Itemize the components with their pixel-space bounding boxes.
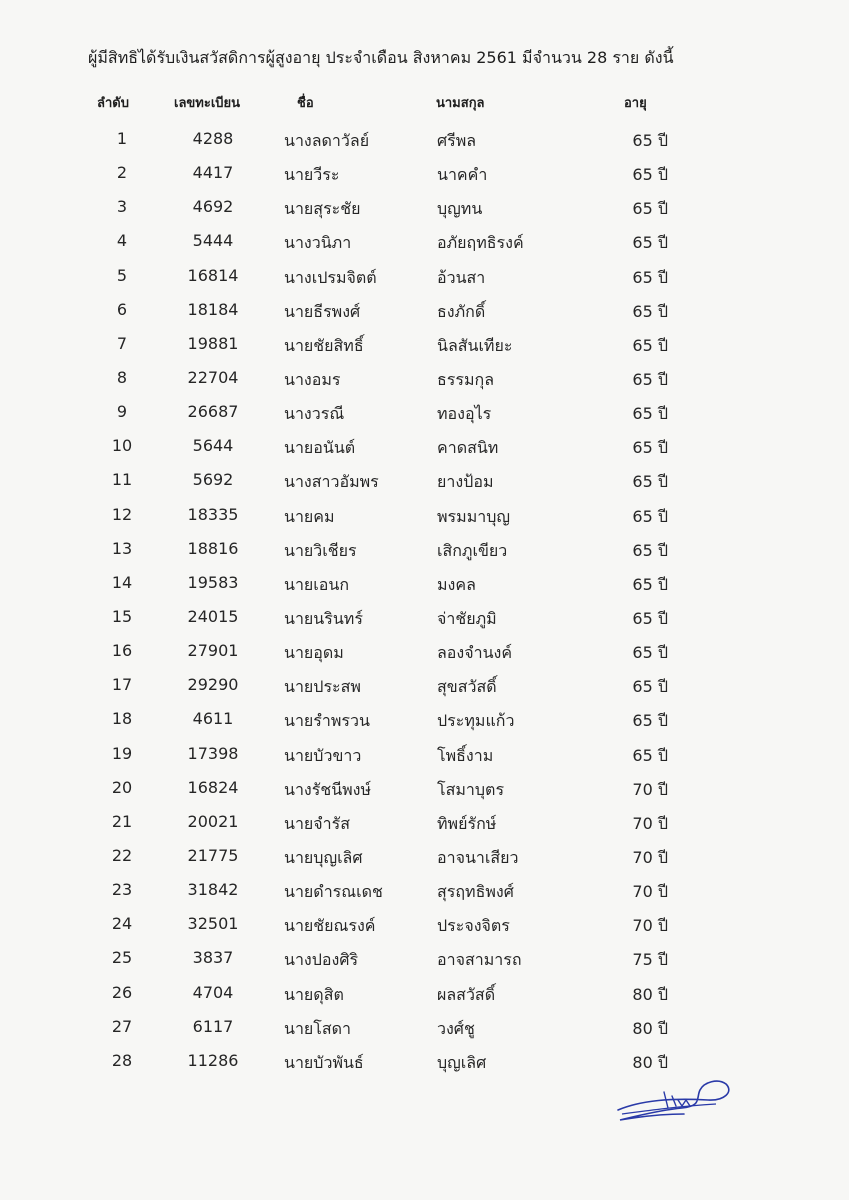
row-registration: 4704 bbox=[192, 982, 234, 1002]
row-last-name: บุญทน bbox=[437, 199, 483, 219]
row-last-name: ยางป้อม bbox=[437, 472, 494, 492]
row-age: 65 ปี bbox=[632, 335, 668, 355]
table-row bbox=[0, 535, 849, 569]
table-row bbox=[0, 364, 849, 398]
row-registration: 16824 bbox=[187, 777, 239, 797]
row-last-name: นิลสันเทียะ bbox=[437, 335, 513, 355]
row-age: 65 ปี bbox=[632, 301, 668, 321]
row-last-name: โสมาบุตร bbox=[437, 779, 505, 799]
row-age: 65 ปี bbox=[632, 438, 668, 458]
row-age: 65 ปี bbox=[632, 711, 668, 731]
table-row bbox=[0, 262, 849, 296]
row-no: 21 bbox=[111, 811, 133, 831]
row-first-name: นางอมร bbox=[284, 369, 341, 389]
row-first-name: นายรำพรวน bbox=[284, 711, 370, 731]
row-first-name: นายวีระ bbox=[284, 165, 340, 185]
row-no: 6 bbox=[116, 299, 128, 319]
row-first-name: นายดุสิต bbox=[284, 984, 344, 1004]
row-registration: 16814 bbox=[187, 265, 239, 285]
row-last-name: เสิกภูเขียว bbox=[437, 540, 508, 560]
row-registration: 4288 bbox=[192, 129, 234, 148]
table-row bbox=[0, 193, 849, 227]
table-row bbox=[0, 569, 849, 603]
table-row bbox=[0, 398, 849, 432]
row-age: 75 ปี bbox=[632, 950, 668, 970]
row-last-name: สุรฤทธิพงศ์ bbox=[437, 882, 514, 902]
row-registration: 24015 bbox=[187, 606, 239, 626]
row-no: 22 bbox=[111, 845, 133, 865]
row-first-name: นายชัยณรงค์ bbox=[284, 916, 376, 936]
row-registration: 27901 bbox=[187, 641, 239, 661]
row-first-name: นายคม bbox=[284, 506, 335, 526]
header-age: อายุ bbox=[624, 96, 647, 111]
table-header bbox=[0, 92, 849, 114]
row-first-name: นายวิเชียร bbox=[284, 540, 357, 560]
row-last-name: วงศ์ชู bbox=[437, 1018, 475, 1038]
table-row bbox=[0, 466, 849, 500]
header-last-name: นามสกุล bbox=[436, 96, 485, 111]
row-age: 70 ปี bbox=[632, 916, 668, 936]
row-no: 3 bbox=[116, 197, 128, 217]
row-registration: 5444 bbox=[192, 231, 234, 251]
row-last-name: นาคคำ bbox=[437, 165, 488, 185]
row-first-name: นายบุญเลิศ bbox=[284, 847, 363, 867]
row-last-name: ทิพย์รักษ์ bbox=[437, 813, 497, 833]
row-first-name: นายชัยสิทธิ์ bbox=[284, 335, 364, 355]
row-age: 65 ปี bbox=[632, 472, 668, 492]
row-age: 65 ปี bbox=[632, 233, 668, 253]
row-age: 65 ปี bbox=[632, 574, 668, 594]
row-registration: 20021 bbox=[187, 811, 239, 831]
row-no: 9 bbox=[116, 402, 128, 422]
row-first-name: นายดำรณเดช bbox=[284, 882, 383, 902]
table-row bbox=[0, 432, 849, 466]
row-first-name: นายอุดม bbox=[284, 643, 344, 663]
row-age: 70 ปี bbox=[632, 847, 668, 867]
row-registration: 4692 bbox=[192, 197, 234, 217]
table-row bbox=[0, 501, 849, 535]
table-row bbox=[0, 842, 849, 876]
row-no: 18 bbox=[111, 709, 133, 729]
table-row bbox=[0, 740, 849, 774]
row-age: 65 ปี bbox=[632, 506, 668, 526]
row-age: 65 ปี bbox=[632, 677, 668, 697]
row-first-name: นายนรินทร์ bbox=[284, 608, 363, 628]
row-last-name: ผลสวัสดิ์ bbox=[437, 984, 496, 1004]
row-no: 7 bbox=[116, 333, 128, 353]
row-first-name: นายบัวขาว bbox=[284, 745, 362, 765]
row-first-name: นายบัวพันธ์ bbox=[284, 1052, 364, 1072]
row-age: 65 ปี bbox=[632, 131, 668, 150]
table-row bbox=[0, 705, 849, 739]
header-registration: เลขทะเบียน bbox=[174, 96, 241, 111]
row-registration: 18335 bbox=[187, 504, 239, 524]
row-no: 28 bbox=[111, 1050, 133, 1070]
row-registration: 17398 bbox=[187, 743, 239, 763]
row-last-name: ศรีพล bbox=[437, 131, 477, 150]
header-no: ลำดับ bbox=[97, 96, 129, 111]
row-first-name: นายสุระชัย bbox=[284, 199, 361, 219]
row-registration: 19881 bbox=[187, 333, 239, 353]
row-age: 65 ปี bbox=[632, 745, 668, 765]
row-last-name: ประทุมแก้ว bbox=[437, 711, 515, 731]
row-age: 80 ปี bbox=[632, 1018, 668, 1038]
row-first-name: นายธีรพงศ์ bbox=[284, 301, 361, 321]
row-registration: 11286 bbox=[187, 1050, 239, 1070]
row-no: 8 bbox=[116, 367, 128, 387]
table-row bbox=[0, 159, 849, 193]
row-age: 65 ปี bbox=[632, 540, 668, 560]
row-first-name: นางสาวอัมพร bbox=[284, 472, 379, 492]
row-no: 14 bbox=[111, 572, 133, 592]
row-first-name: นางลดาวัลย์ bbox=[284, 131, 370, 150]
row-registration: 31842 bbox=[187, 880, 239, 900]
row-no: 4 bbox=[116, 231, 128, 251]
table-row bbox=[0, 808, 849, 842]
row-last-name: อภัยฤทธิรงค์ bbox=[437, 233, 524, 253]
row-registration: 4417 bbox=[192, 163, 234, 183]
row-no: 15 bbox=[111, 606, 133, 626]
row-no: 17 bbox=[111, 675, 133, 695]
row-last-name: ทองอุไร bbox=[437, 404, 492, 424]
row-first-name: นางรัชนีพงษ์ bbox=[284, 779, 372, 799]
row-last-name: ประจงจิตร bbox=[437, 916, 510, 936]
row-first-name: นายอนันต์ bbox=[284, 438, 356, 458]
table-body bbox=[0, 125, 849, 1081]
row-age: 70 ปี bbox=[632, 882, 668, 902]
table-row bbox=[0, 876, 849, 910]
row-first-name: นายโสดา bbox=[284, 1018, 352, 1038]
row-last-name: คาดสนิท bbox=[437, 438, 499, 458]
table-row bbox=[0, 944, 849, 978]
row-registration: 5644 bbox=[192, 436, 234, 456]
row-last-name: อาจสามารถ bbox=[437, 950, 522, 970]
row-age: 65 ปี bbox=[632, 165, 668, 185]
row-registration: 26687 bbox=[187, 402, 239, 422]
row-registration: 18184 bbox=[187, 299, 239, 319]
table-row bbox=[0, 774, 849, 808]
row-registration: 18816 bbox=[187, 538, 239, 558]
table-row bbox=[0, 637, 849, 671]
table-row bbox=[0, 330, 849, 364]
row-registration: 19583 bbox=[187, 572, 239, 592]
row-last-name: อาจนาเสียว bbox=[437, 847, 519, 867]
row-last-name: สุขสวัสดิ์ bbox=[437, 677, 497, 697]
row-no: 19 bbox=[111, 743, 133, 763]
row-no: 12 bbox=[111, 504, 133, 524]
row-first-name: นางวรณี bbox=[284, 404, 345, 424]
row-no: 10 bbox=[111, 436, 133, 456]
table-row bbox=[0, 296, 849, 330]
row-last-name: ลองจำนงค์ bbox=[437, 643, 513, 663]
row-no: 5 bbox=[116, 265, 128, 285]
row-first-name: นายประสพ bbox=[284, 677, 361, 697]
row-no: 13 bbox=[111, 538, 133, 558]
row-first-name: นางวนิภา bbox=[284, 233, 352, 253]
table-row bbox=[0, 125, 849, 159]
row-last-name: ธรรมกุล bbox=[437, 369, 494, 389]
row-no: 26 bbox=[111, 982, 133, 1002]
row-registration: 4611 bbox=[192, 709, 234, 729]
header-first-name: ชื่อ bbox=[297, 96, 314, 111]
row-no: 1 bbox=[116, 129, 128, 148]
row-last-name: จ่าชัยภูมิ bbox=[437, 608, 497, 628]
row-age: 65 ปี bbox=[632, 643, 668, 663]
row-no: 25 bbox=[111, 948, 133, 968]
row-age: 80 ปี bbox=[632, 984, 668, 1004]
row-age: 65 ปี bbox=[632, 199, 668, 219]
row-no: 23 bbox=[111, 880, 133, 900]
table-row bbox=[0, 910, 849, 944]
row-last-name: โพธิ์งาม bbox=[437, 745, 494, 765]
row-registration: 6117 bbox=[192, 1016, 234, 1036]
row-first-name: นายเอนก bbox=[284, 574, 349, 594]
signature-icon bbox=[612, 1070, 742, 1130]
row-no: 11 bbox=[111, 470, 133, 490]
row-registration: 32501 bbox=[187, 914, 239, 934]
row-first-name: นางเปรมจิตต์ bbox=[284, 267, 377, 287]
table-row bbox=[0, 671, 849, 705]
table-row bbox=[0, 1013, 849, 1047]
row-registration: 3837 bbox=[192, 948, 234, 968]
table-row bbox=[0, 227, 849, 261]
row-age: 80 ปี bbox=[632, 1052, 668, 1072]
row-no: 20 bbox=[111, 777, 133, 797]
row-first-name: นายจำรัส bbox=[284, 813, 351, 833]
row-age: 70 ปี bbox=[632, 813, 668, 833]
table-row bbox=[0, 603, 849, 637]
row-age: 65 ปี bbox=[632, 267, 668, 287]
row-registration: 5692 bbox=[192, 470, 234, 490]
row-last-name: บุญเลิศ bbox=[437, 1052, 487, 1072]
row-registration: 29290 bbox=[187, 675, 239, 695]
row-age: 65 ปี bbox=[632, 608, 668, 628]
row-last-name: ธงภักดิ์ bbox=[437, 301, 486, 321]
row-age: 70 ปี bbox=[632, 779, 668, 799]
row-no: 2 bbox=[116, 163, 128, 183]
row-last-name: อ้วนสา bbox=[437, 267, 486, 287]
row-last-name: พรมมาบุญ bbox=[437, 506, 511, 526]
row-no: 16 bbox=[111, 641, 133, 661]
row-age: 65 ปี bbox=[632, 404, 668, 424]
row-last-name: มงคล bbox=[437, 574, 476, 594]
row-no: 27 bbox=[111, 1016, 133, 1036]
row-registration: 21775 bbox=[187, 845, 239, 865]
row-registration: 22704 bbox=[187, 367, 239, 387]
row-first-name: นางปองศิริ bbox=[284, 950, 359, 970]
table-row bbox=[0, 979, 849, 1013]
row-no: 24 bbox=[111, 914, 133, 934]
row-age: 65 ปี bbox=[632, 369, 668, 389]
document-title: ผู้มีสิทธิได้รับเงินสวัสดิการผู้สูงอายุ ประจำเดือน สิงหาคม 2561 มีจำนวน 28 ราย ดังนี้ bbox=[88, 48, 674, 67]
